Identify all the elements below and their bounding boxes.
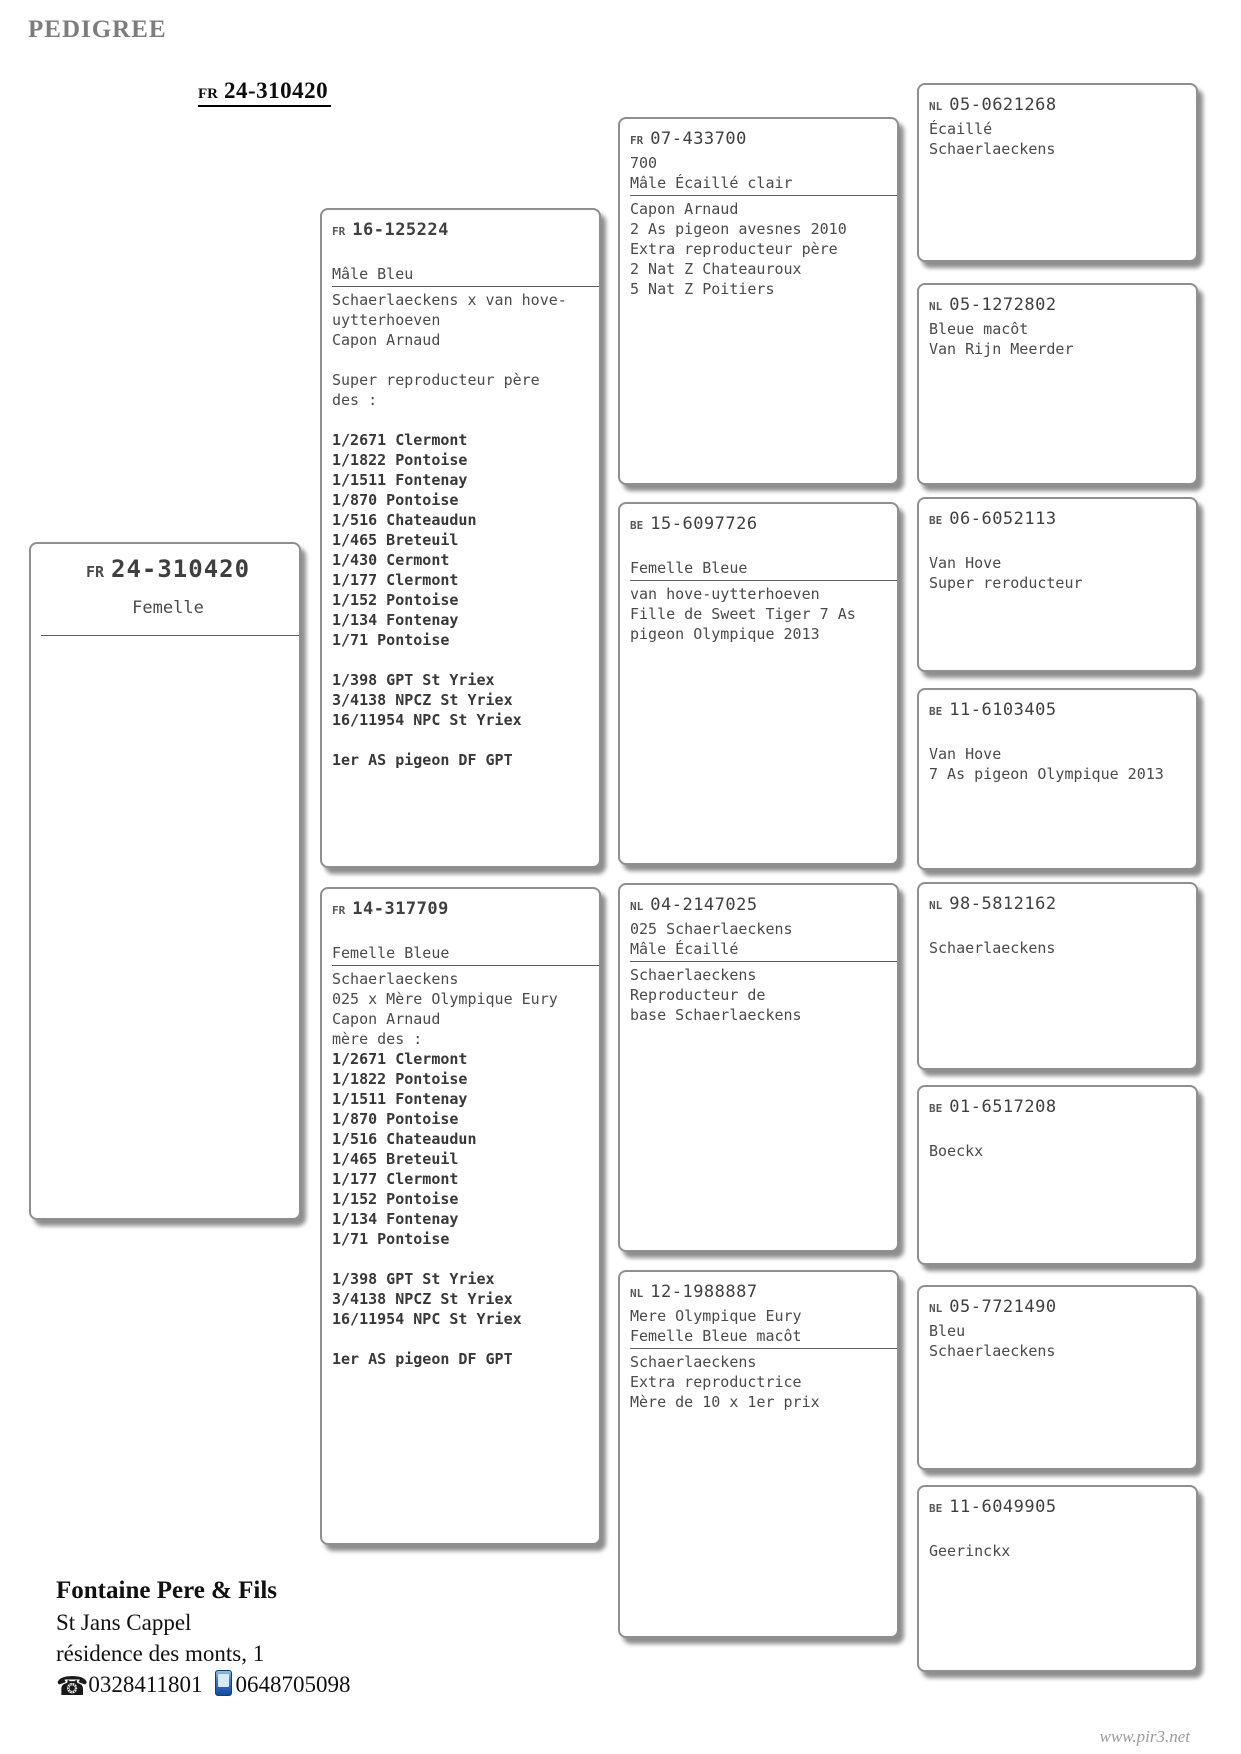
box-blank-line <box>332 650 595 670</box>
subject-country-code: FR <box>198 86 218 102</box>
box-line: 1/430 Cermont <box>332 551 450 569</box>
ring-number <box>929 892 1192 917</box>
box-line: Schaerlaeckens <box>630 1353 757 1371</box>
ring-number <box>630 1280 893 1305</box>
subject-ring-header <box>198 78 331 107</box>
box-line: 16/11954 NPC St Yriex <box>332 1310 522 1328</box>
box-blank-line <box>929 1121 1192 1141</box>
box-line: mère des : <box>332 1030 423 1048</box>
box-line: Van Hove <box>929 554 1002 572</box>
box-line: 1/1822 Pontoise <box>332 1070 468 1088</box>
box-line: 3/4138 NPCZ St Yriex <box>332 1290 513 1308</box>
ring-number <box>929 1295 1192 1320</box>
box-line: Écaillé <box>929 120 993 138</box>
box-line: Extra reproductrice <box>630 1373 802 1391</box>
ring-number <box>630 127 893 152</box>
box-line: Femelle Bleue <box>332 944 450 962</box>
country-code: BE <box>929 705 943 718</box>
box-line: Van Rijn Meerder <box>929 340 1074 358</box>
subtitle-rule <box>630 1348 897 1349</box>
watermark-url: www.pir3.net <box>1099 1727 1190 1746</box>
subtitle-rule <box>332 965 599 966</box>
box-line: Bleu <box>929 1322 966 1340</box>
box-line: 1/465 Breteuil <box>332 531 459 549</box>
ring-value: 06-6052113 <box>949 509 1057 529</box>
box-line: 1/1511 Fontenay <box>332 1090 468 1108</box>
box-line: 025 Schaerlaeckens <box>630 920 793 938</box>
ring-number <box>332 218 595 243</box>
box-line: 1/71 Pontoise <box>332 631 450 649</box>
pedigree-box-great-grandparent-6 <box>917 1085 1198 1265</box>
box-line: Super reproducteur père <box>332 371 540 389</box>
box-line: uytterhoeven <box>332 311 441 329</box>
box-line: 1/870 Pontoise <box>332 491 459 509</box>
box-blank-line <box>929 533 1192 553</box>
country-code: BE <box>929 1502 943 1515</box>
box-blank-line <box>332 923 595 943</box>
box-line: 16/11954 NPC St Yriex <box>332 711 522 729</box>
country-code: BE <box>929 514 943 527</box>
box-blank-line <box>332 1249 595 1269</box>
box-line: 2 As pigeon avesnes 2010 <box>630 220 847 238</box>
country-code: NL <box>929 300 943 313</box>
ring-number <box>929 507 1192 532</box>
box-line: Mâle Écaillé <box>630 940 739 958</box>
box-line: 700 <box>630 154 658 172</box>
pedigree-box-great-grandparent-4 <box>917 688 1198 870</box>
ring-value: 11-6103405 <box>949 700 1057 720</box>
box-line: 1/71 Pontoise <box>332 1230 450 1248</box>
phone-number: 0328411801 <box>88 1672 203 1697</box>
pedigree-box-paternal-grandfather <box>618 117 899 485</box>
box-blank-line <box>929 724 1192 744</box>
box-blank-line <box>332 350 595 370</box>
box-line: 1/1511 Fontenay <box>332 471 468 489</box>
pedigree-box-great-grandparent-7 <box>917 1285 1198 1470</box>
box-line: Reproducteur de <box>630 986 766 1004</box>
owner-city: St Jans Cappel <box>56 1610 192 1635</box>
box-line: 1/516 Chateaudun <box>332 511 477 529</box>
box-line: Super reroducteur <box>929 574 1083 592</box>
ring-value: 15-6097726 <box>650 514 758 534</box>
ring-value: 05-0621268 <box>949 95 1057 115</box>
ring-value: 14-317709 <box>352 899 449 919</box>
ring-value: 05-7721490 <box>949 1297 1057 1317</box>
owner-street: résidence des monts, 1 <box>56 1641 265 1666</box>
ring-number <box>630 893 893 918</box>
ring-value: 24-310420 <box>111 555 251 583</box>
ring-number <box>929 698 1192 723</box>
box-blank-line <box>332 1329 595 1349</box>
mobile-phone-screen <box>218 1674 229 1687</box>
ring-value: 11-6049905 <box>949 1497 1057 1517</box>
box-line: 1/134 Fontenay <box>332 1210 459 1228</box>
pedigree-box-great-grandparent-1 <box>917 83 1198 262</box>
ring-number <box>929 1095 1192 1120</box>
box-line: Femelle Bleue <box>630 559 748 577</box>
box-line: 1/465 Breteuil <box>332 1150 459 1168</box>
box-line: Geerinckx <box>929 1542 1011 1560</box>
ring-number <box>630 512 893 537</box>
ring-value: 16-125224 <box>352 220 449 240</box>
subject-ring-number: 24-310420 <box>224 78 329 103</box>
subtitle-rule <box>630 961 897 962</box>
box-line: 1/152 Pontoise <box>332 591 459 609</box>
box-line: Femelle <box>132 598 204 618</box>
pedigree-box-maternal-grandmother <box>618 1270 899 1638</box>
ring-value: 04-2147025 <box>650 895 758 915</box>
box-line: Extra reproducteur père <box>630 240 838 258</box>
box-line: Mere Olympique Eury <box>630 1307 802 1325</box>
telephone-icon: ☎ <box>56 1672 89 1702</box>
country-code: FR <box>332 225 346 238</box>
box-line: 1/398 GPT St Yriex <box>332 1270 495 1288</box>
box-line: Capon Arnaud <box>332 1010 441 1028</box>
box-line: 5 Nat Z Poitiers <box>630 280 775 298</box>
subtitle-rule <box>630 195 897 196</box>
box-line: 025 x Mère Olympique Eury <box>332 990 558 1008</box>
pedigree-box-maternal-grandfather <box>618 883 899 1252</box>
subtitle-rule <box>41 635 299 636</box>
country-code: BE <box>929 1102 943 1115</box>
ring-number <box>929 1495 1192 1520</box>
country-code: FR <box>85 563 104 581</box>
mobile-phone-icon <box>215 1670 232 1696</box>
box-line: 1/2671 Clermont <box>332 431 468 449</box>
box-blank-line <box>630 538 893 558</box>
box-line: base Schaerlaeckens <box>630 1006 802 1024</box>
mobile-number: 0648705098 <box>235 1672 351 1697</box>
box-blank-line <box>332 730 595 750</box>
box-line: Femelle Bleue macôt <box>630 1327 802 1345</box>
owner-name: Fontaine Pere & Fils <box>56 1577 278 1604</box>
box-line: Schaerlaeckens <box>630 966 757 984</box>
box-line: Mâle Bleu <box>332 265 414 283</box>
country-code: NL <box>929 1302 943 1315</box>
ring-number <box>929 93 1192 118</box>
ring-value: 07-433700 <box>650 129 747 149</box>
page-title: PEDIGREE <box>28 16 167 43</box>
box-line: 1/870 Pontoise <box>332 1110 459 1128</box>
box-blank-line <box>929 1521 1192 1541</box>
box-line: pigeon Olympique 2013 <box>630 625 820 643</box>
box-line: 1/177 Clermont <box>332 1170 459 1188</box>
ring-value: 98-5812162 <box>949 894 1057 914</box>
box-line: 1/152 Pontoise <box>332 1190 459 1208</box>
box-line: Fille de Sweet Tiger 7 As <box>630 605 856 623</box>
box-line: Schaerlaeckens <box>929 939 1056 957</box>
country-code: FR <box>630 134 644 147</box>
box-line: Bleue macôt <box>929 320 1029 338</box>
country-code: NL <box>929 899 943 912</box>
country-code: BE <box>630 519 644 532</box>
pedigree-box-paternal-grandmother <box>618 502 899 865</box>
box-blank-line <box>332 244 595 264</box>
box-line: Capon Arnaud <box>332 331 441 349</box>
ring-value: 05-1272802 <box>949 295 1057 315</box>
box-line: 1er AS pigeon DF GPT <box>332 751 513 769</box>
box-line: 1er AS pigeon DF GPT <box>332 1350 513 1368</box>
pedigree-box-great-grandparent-8 <box>917 1485 1198 1672</box>
box-line: Schaerlaeckens x van hove- <box>332 291 567 309</box>
country-code: NL <box>630 1287 644 1300</box>
box-blank-line <box>929 918 1192 938</box>
pedigree-box-great-grandparent-3 <box>917 497 1198 672</box>
pedigree-box-great-grandparent-5 <box>917 882 1198 1070</box>
ring-value: 12-1988887 <box>650 1282 758 1302</box>
box-line: 7 As pigeon Olympique 2013 <box>929 765 1164 783</box>
box-line: 1/516 Chateaudun <box>332 1130 477 1148</box>
box-line: 1/1822 Pontoise <box>332 451 468 469</box>
box-line: 1/2671 Clermont <box>332 1050 468 1068</box>
box-line: Schaerlaeckens <box>332 970 459 988</box>
box-line: 1/134 Fontenay <box>332 611 459 629</box>
ring-number <box>332 897 595 922</box>
pedigree-box-mother <box>320 887 601 1545</box>
country-code: NL <box>630 900 644 913</box>
box-line: Capon Arnaud <box>630 200 739 218</box>
pedigree-box-father <box>320 208 601 868</box>
pedigree-box-subject <box>29 542 301 1220</box>
box-line: 1/177 Clermont <box>332 571 459 589</box>
box-line: Van Hove <box>929 745 1002 763</box>
box-blank-line <box>332 410 595 430</box>
subtitle-rule <box>630 580 897 581</box>
box-line: des : <box>332 391 378 409</box>
subtitle-rule <box>332 286 599 287</box>
country-code: FR <box>332 904 346 917</box>
ring-number <box>929 293 1192 318</box>
ring-number <box>41 554 295 587</box>
owner-block <box>56 1574 351 1703</box>
pedigree-box-great-grandparent-2 <box>917 283 1198 485</box>
box-line: 3/4138 NPCZ St Yriex <box>332 691 513 709</box>
box-line: Boeckx <box>929 1142 984 1160</box>
box-line: Schaerlaeckens <box>929 140 1056 158</box>
country-code: NL <box>929 100 943 113</box>
box-line: 2 Nat Z Chateauroux <box>630 260 802 278</box>
box-line: van hove-uytterhoeven <box>630 585 820 603</box>
box-line: Mère de 10 x 1er prix <box>630 1393 820 1411</box>
box-line: 1/398 GPT St Yriex <box>332 671 495 689</box>
ring-value: 01-6517208 <box>949 1097 1057 1117</box>
box-line: Mâle Écaillé clair <box>630 174 793 192</box>
owner-phones <box>56 1669 351 1703</box>
box-line: Schaerlaeckens <box>929 1342 1056 1360</box>
